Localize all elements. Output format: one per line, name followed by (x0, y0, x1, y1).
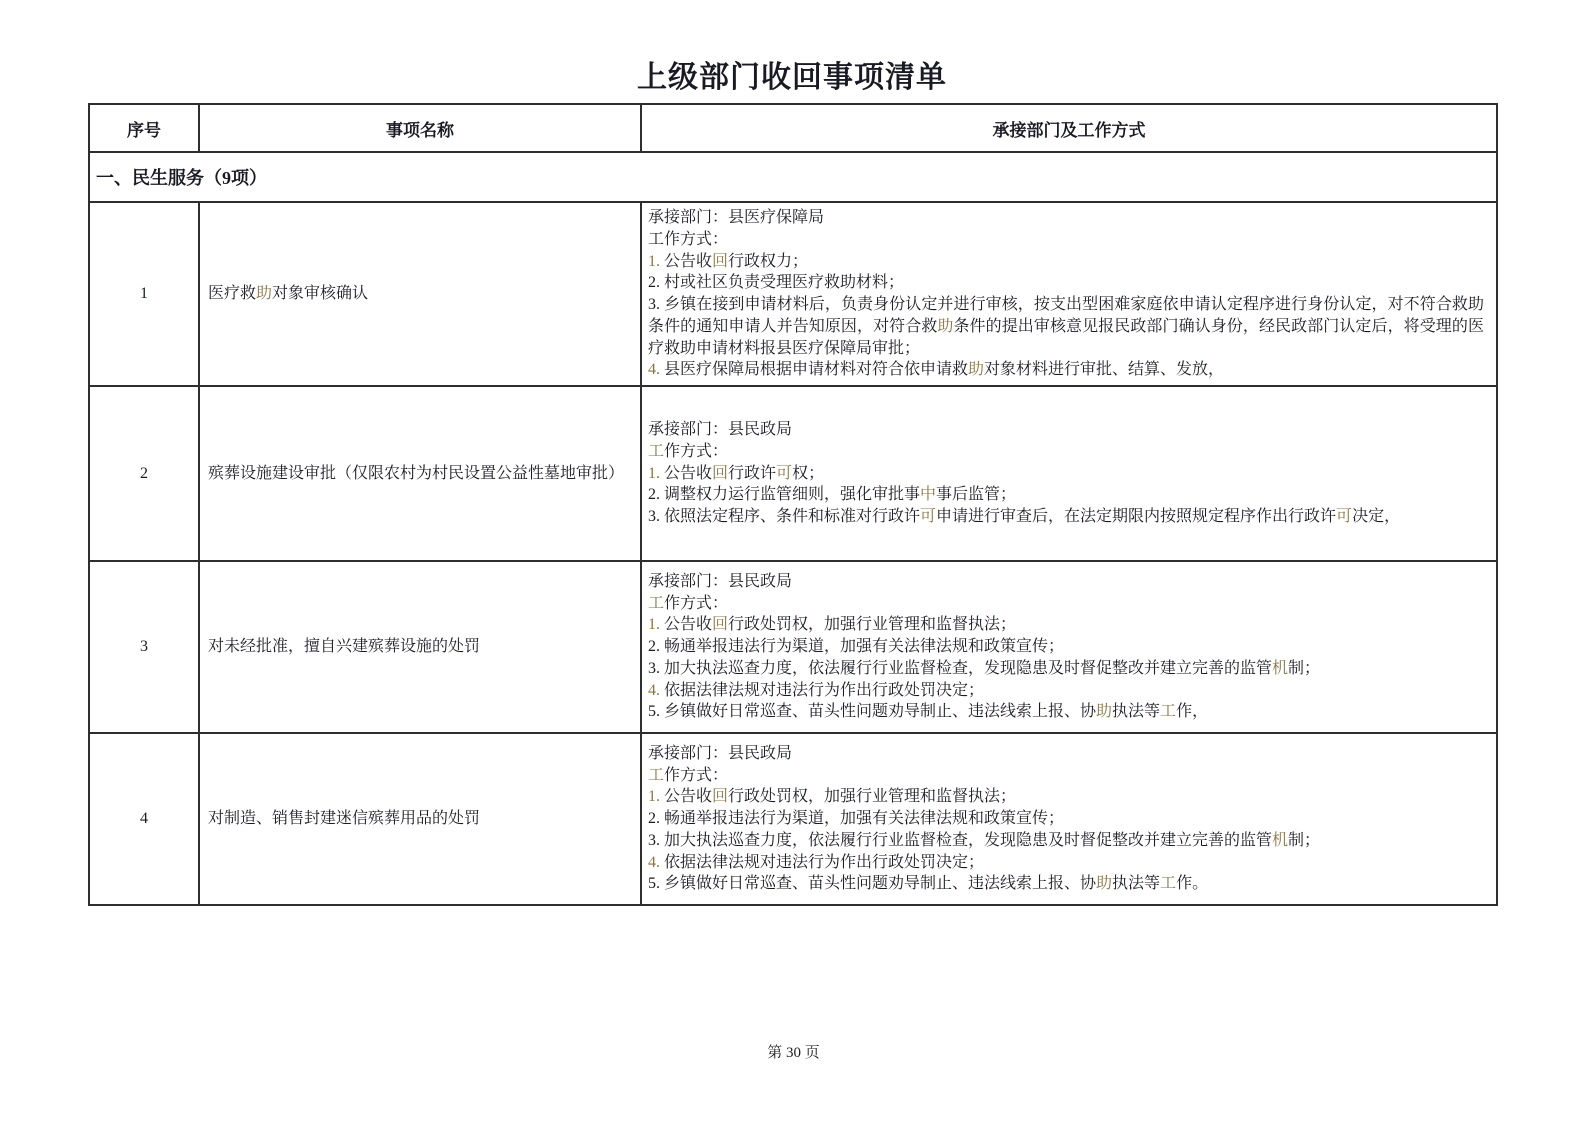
work-method-line (648, 743, 1484, 765)
text-segment: 依据法律法规对违法行为作出行政处罚决定； (660, 853, 985, 871)
text-segment: 作方式： (664, 766, 729, 784)
work-method-line (648, 765, 1484, 787)
highlighted-char: 助 (256, 285, 273, 303)
col-header-item-name: 事项名称 (199, 104, 641, 152)
highlighted-char: 回 (712, 252, 729, 270)
text-segment: 3. 加大执法巡查力度，依法履行行业监督检查，发现隐患及时督促整改并建立完善的监管 (648, 659, 1273, 677)
highlighted-char: 助 (1096, 875, 1113, 893)
text-segment: 条件的提出审核意见报民政部门确认身份，经民政部门认定后，将受理的医疗救助申请材料报县医疗保障局审批； (648, 317, 1484, 357)
highlighted-char: 工 (1160, 875, 1177, 893)
highlighted-char: 助 (937, 317, 954, 335)
text-segment: 对象审核确认 (272, 285, 369, 303)
work-method-line (648, 441, 1484, 463)
text-segment: 事后监管； (936, 486, 1017, 504)
page-number: 第 30 页 (767, 1045, 820, 1061)
text-segment: 公告收 (660, 788, 713, 806)
item-name-cell (199, 202, 641, 386)
work-method-cell (641, 202, 1497, 386)
text-segment: 作方式： (664, 442, 729, 460)
table-header-row (89, 104, 1497, 152)
work-method-line (648, 852, 1484, 874)
row-number-cell: 1 (89, 202, 199, 386)
highlighted-char: 工 (1160, 703, 1177, 721)
text-segment: 3. 加大执法巡查力度，依法履行行业监督检查，发现隐患及时督促整改并建立完善的监管 (648, 831, 1273, 849)
text-segment: 作， (1176, 703, 1209, 721)
work-method-line (648, 593, 1484, 615)
text-segment: 行政权力； (728, 252, 809, 270)
text-segment: 3. 乡镇在接到申请材料后，负责身份认定并进行审核，按支出型困难家庭依申请认定程序进行身份认定，对不符合救助条件的通知申请人并告知原因，对符合救 (648, 296, 1484, 335)
text-segment: 行政处罚权，加强行业管理和监督执法； (728, 616, 1017, 634)
text-segment: 承接部门：县医疗保障局 (648, 209, 825, 226)
text-segment: 对未经批准，擅自兴建殡葬设施的处罚 (208, 638, 481, 656)
work-method-line (648, 614, 1484, 636)
work-method-line (648, 463, 1484, 485)
text-segment: 行政许 (728, 464, 777, 482)
text-segment: 公告收 (660, 464, 713, 482)
text-segment: 作方式： (664, 594, 729, 612)
text-segment: 2. 调整权力运行监管细则，强化审批事 (648, 486, 921, 504)
section-header-row (89, 152, 1497, 202)
row-number-cell: 4 (89, 733, 199, 905)
highlighted-char: 1. (648, 616, 660, 634)
work-method-line (648, 808, 1484, 830)
text-segment: 制； (1288, 659, 1321, 677)
highlighted-char: 4. (648, 681, 660, 699)
work-method-cell (641, 733, 1497, 905)
highlighted-char: 助 (1096, 703, 1113, 721)
text-segment: 3. 依照法定程序、条件和标准对行政许 (648, 508, 921, 526)
work-method-line (648, 272, 1484, 294)
text-segment: 承接部门：县民政局 (648, 572, 793, 590)
work-method-line (648, 636, 1484, 658)
work-method-line (648, 251, 1484, 273)
text-segment: 承接部门：县民政局 (648, 421, 793, 439)
item-name-cell (199, 733, 641, 905)
highlighted-char: 中 (920, 486, 937, 504)
highlighted-char: 可 (920, 508, 937, 526)
row-number-cell: 3 (89, 561, 199, 733)
work-method-line (648, 830, 1484, 852)
work-method-line (648, 701, 1484, 723)
item-name-cell (199, 386, 641, 561)
work-method-line (648, 294, 1484, 359)
text-segment: 对象材料进行审批、结算、发放， (984, 361, 1225, 379)
text-segment: 2. 村或社区负责受理医疗救助材料； (648, 274, 905, 292)
text-segment: 申请进行审查后，在法定期限内按照规定程序作出行政许 (936, 508, 1337, 526)
text-segment: 承接部门：县民政局 (648, 744, 793, 762)
work-method-line (648, 658, 1484, 680)
work-method-cell (641, 561, 1497, 733)
work-method-line (648, 207, 1484, 229)
work-method-line (648, 873, 1484, 895)
work-method-line (648, 484, 1484, 506)
highlighted-char: 4. (648, 361, 660, 379)
work-method-line (648, 680, 1484, 702)
work-method-line (648, 229, 1484, 251)
highlighted-char: 回 (712, 464, 729, 482)
section-header: 一、民生服务（9项） (89, 152, 1497, 202)
col-header-method: 承接部门及工作方式 (641, 104, 1497, 152)
text-segment: 2. 畅通举报违法行为渠道，加强有关法律法规和政策宣传； (648, 810, 1065, 828)
text-segment: 医疗救 (208, 285, 257, 303)
work-method-line (648, 359, 1484, 381)
highlighted-char: 工 (648, 766, 665, 784)
text-segment: 5. 乡镇做好日常巡查、苗头性问题劝导制止、违法线索上报、协 (648, 875, 1097, 893)
work-method-line (648, 571, 1484, 593)
table-row (89, 386, 1497, 561)
table-row (89, 733, 1497, 905)
highlighted-char: 可 (776, 464, 793, 482)
work-method-cell (641, 386, 1497, 561)
highlighted-char: 回 (712, 616, 729, 634)
text-segment: 公告收 (660, 252, 713, 270)
highlighted-char: 1. (648, 252, 660, 270)
highlighted-char: 1. (648, 464, 660, 482)
text-segment: 制； (1288, 831, 1321, 849)
table-row (89, 561, 1497, 733)
highlighted-char: 机 (1272, 659, 1289, 677)
work-method-line (648, 419, 1484, 441)
highlighted-char: 1. (648, 788, 660, 806)
item-name-cell (199, 561, 641, 733)
text-segment: 2. 畅通举报违法行为渠道，加强有关法律法规和政策宣传； (648, 638, 1065, 656)
table-body (89, 202, 1497, 905)
text-segment: 行政处罚权，加强行业管理和监督执法； (728, 788, 1017, 806)
highlighted-char: 4. (648, 853, 660, 871)
page-title: 上级部门收回事项清单 (637, 61, 947, 94)
text-segment: 工作方式： (648, 230, 729, 248)
text-segment: 权； (792, 464, 825, 482)
highlighted-char: 工 (648, 442, 665, 460)
text-segment: 依据法律法规对违法行为作出行政处罚决定； (660, 681, 985, 699)
text-segment: 县医疗保障局根据申请材料对符合依申请救 (660, 361, 969, 379)
work-method-line (648, 506, 1484, 528)
highlighted-char: 助 (968, 361, 985, 379)
text-segment: 对制造、销售封建迷信殡葬用品的处罚 (208, 810, 481, 828)
text-segment: 执法等 (1112, 703, 1161, 721)
text-segment: 殡葬设施建设审批（仅限农村为村民设置公益性墓地审批） (208, 464, 625, 482)
text-segment: 5. 乡镇做好日常巡查、苗头性问题劝导制止、违法线索上报、协 (648, 703, 1097, 721)
text-segment: 作。 (1176, 875, 1209, 893)
items-table (88, 103, 1498, 906)
highlighted-char: 工 (648, 594, 665, 612)
text-segment: 决定， (1352, 508, 1401, 526)
col-header-index: 序号 (89, 104, 199, 152)
text-segment: 执法等 (1112, 875, 1161, 893)
text-segment: 公告收 (660, 616, 713, 634)
work-method-line (648, 786, 1484, 808)
row-number-cell: 2 (89, 386, 199, 561)
highlighted-char: 回 (712, 788, 729, 806)
highlighted-char: 可 (1336, 508, 1353, 526)
highlighted-char: 机 (1272, 831, 1289, 849)
table-row (89, 202, 1497, 386)
